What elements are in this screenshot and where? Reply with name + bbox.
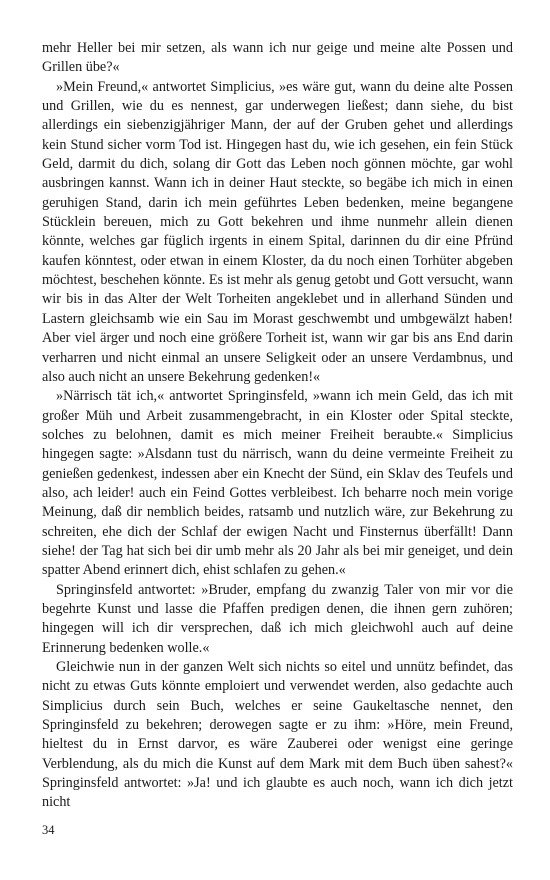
paragraph-4: Springinsfeld antwortet: »Bruder, empfang du zwanzig Taler von mir vor die begehrte Kunst und lasse die Pfaffen predigen denen, die ihnen gern zuhören; hingegen will ich dir versprechen, daß ich mich gleichwohl auch auf deine Erinnerung bedenken wolle.« bbox=[42, 581, 513, 656]
paragraph-5: Gleichwie nun in der ganzen Welt sich nichts so eitel und unnütz befindet, das nicht zu etwas Guts könnte emploiert und verwendet werden, also gedachte auch Simplicius durch sein Buch, welches er seine Gaukeltasche nennet, den Springinsfeld zu bekehren; derowegen sagte er zu ihm: »Höre, mein Freund, hieltest du in Ernst darvor, es wäre Zauberei oder wenigst eine geringe Verblendung, als du mich die Kunst auf dem Mark mit dem Buch üben sahest?« Springinsfeld antwortet: »Ja! und ich glaubte es auch noch, wann ich dich jetzt nicht bbox=[42, 659, 513, 811]
page-text-block bbox=[42, 39, 513, 813]
paragraph-1: mehr Heller bei mir setzen, als wann ich nur geige und meine alte Possen und Grillen übe?« bbox=[42, 40, 513, 76]
page-number: 34 bbox=[42, 823, 55, 837]
paragraph-2: »Mein Freund,« antwortet Simplicius, »es wäre gut, wann du deine alte Possen und Grillen, wie du es nennest, gar underwegen ließest; dann siehe, du bist allerdings ein siebenzigjähriger Mann, der auf der Gruben gehet und allerdings kein Stund sicher vorm Tod ist. Hingegen hast du, wie ich gesehen, ein fein Stück Geld, darmit du dich, solang dir Gott das Leben noch gönnen möchte, gar wohl ausbringen kannst. Wann ich in deiner Haut steckte, so begäbe ich mich in einen geruhigen Stand, darin ich mein geführtes Leben bedenken, meine begangene Stücklein bereuen, mich zu Gott bekehren und ihme nunmehr allein dienen könnte, welches gar füglich irgents in einem Spital, darinnen du dir eine Pfründ kaufen könntest, oder etwan in einem Kloster, da du noch einen Torhüter abgeben möchtest, beschehen könnte. Es ist mehr als genug getobt und Gott versucht, wann wir bis in das Alter der Welt Torheiten angeklebet und in allerhand Sünden und Lastern gleichsamb wie ein Sau im Morast geschwembt und umbgewälzt haben! Aber viel ärger und noch eine größere Torheit ist, wann wir gar bis ans End darin verharren und nicht einmal an unsere Seligkeit oder an unsere Verdambnus, und also auch nicht an unsere Bekehrung gedenken!« bbox=[42, 78, 513, 385]
paragraph-3: »Närrisch tät ich,« antwortet Springinsfeld, »wann ich mein Geld, das ich mit großer Müh und Arbeit zusammengebracht, in ein Kloster oder Spital steckte, solches zu belohnen, damit es mich meiner Freiheit beraubte.« Simplicius hingegen sagte: »Alsdann tust du närrisch, wann du deine vermeinte Freiheit zu genießen gedenkest, indessen aber ein Knecht der Sünd, ein Sklav des Teufels und also, ach leider! auch ein Feind Gottes verbleibest. Ich beharre noch mein vorige Meinung, daß dir nemblich beides, ratsamb und nutzlich wäre, zur Bekehrung zu schreiten, ehe dich der Schlaf der ewigen Nacht und Finsternus überfällt! Dann siehe! der Tag hat sich bei dir umb mehr als 20 Jahr als bei mir geneiget, und dein spatter Abend erinnert dich, ehist schlafen zu gehen.« bbox=[42, 388, 513, 579]
